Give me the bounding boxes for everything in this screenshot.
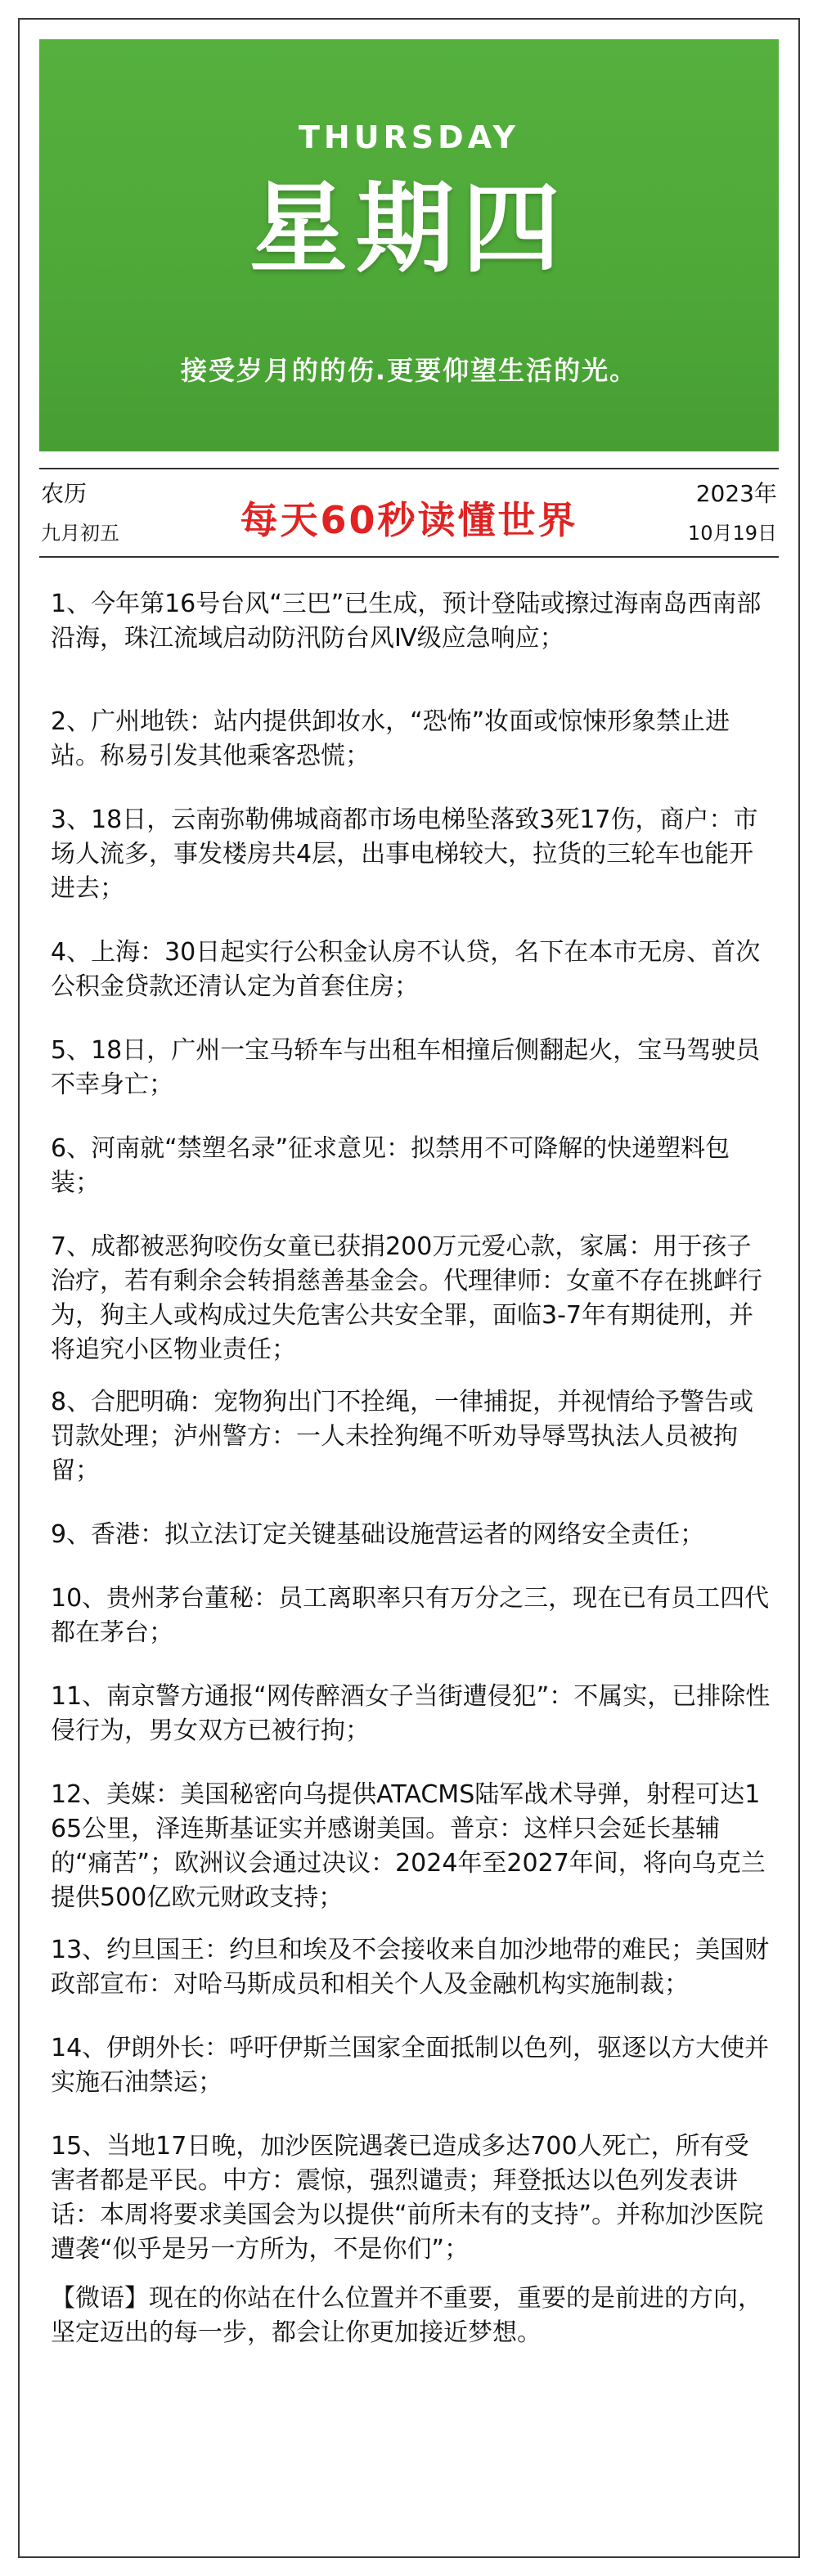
year-label: 2023年 bbox=[695, 480, 777, 507]
header-divider-bottom bbox=[39, 556, 779, 558]
news-item: 13、约旦国王：约旦和埃及不会接收来自加沙地带的难民；美国财政部宣布：对哈马斯成员和相关个人及金融机构实施制裁； bbox=[51, 1936, 770, 1999]
news-item: 11、南京警方通报“网传醉酒女子当街遭侵犯”：不属实，已排除性侵行为，男女双方已被行拘； bbox=[51, 1682, 771, 1745]
news-item: 12、美媒：美国秘密向乌提供ATACMS陆军战术导弹，射程可达165公里，泽连斯基证实并感谢美国。普京：这样只会延长基辅的“痛苦”；欧洲议会通过决议：2024年至2027年间，将向乌克兰提供500亿欧元财政支持； bbox=[51, 1780, 766, 1912]
weekday-chinese: 星期四 bbox=[249, 173, 569, 286]
news-item: 3、18日，云南弥勒佛城商都市场电梯坠落致3死17伤，商户：市场人流多，事发楼房共4层，出事电梯较大，拉货的三轮车也能开进去； bbox=[51, 806, 758, 903]
news-item: 9、香港：拟立法订定关键基础设施营运者的网络安全责任； bbox=[51, 1520, 705, 1549]
news-item: 1、今年第16号台风“三巴”已生成，预计登陆或擦过海南岛西南部沿海，珠江流域启动防汛防台风Ⅳ级应急响应； bbox=[51, 590, 762, 653]
daily-quote: 【微语】现在的你站在什么位置并不重要，重要的是前进的方向，坚定迈出的每一步，都会让你更加接近梦想。 bbox=[51, 2284, 762, 2347]
news-item: 4、上海：30日起实行公积金认房不认贷，名下在本市无房、首次公积金贷款还清认定为首套住房； bbox=[51, 938, 761, 1001]
news-item: 14、伊朗外长：呼吁伊斯兰国家全面抵制以色列，驱逐以方大使并实施石油禁运； bbox=[51, 2034, 770, 2097]
news-item: 5、18日，广州一宝马轿车与出租车相撞后侧翻起火，宝马驾驶员不幸身亡； bbox=[51, 1036, 761, 1099]
header-divider-top bbox=[39, 468, 779, 469]
news-item: 15、当地17日晚，加沙医院遇袭已造成多达700人死亡，所有受害者都是平民。中方：震惊，强烈谴责；拜登抵达以色列发表讲话：本周将要求美国会为以提供“前所未有的支持”。并称加沙医院遭袭“似乎是另一方所为，不是你们”； bbox=[51, 2132, 764, 2264]
lunar-date: 九月初五 bbox=[41, 522, 119, 545]
news-item: 6、河南就“禁塑名录”征求意见：拟禁用不可降解的快递塑料包装； bbox=[51, 1134, 730, 1197]
news-item: 10、贵州茅台董秘：员工离职率只有万分之三，现在已有员工四代都在茅台； bbox=[51, 1584, 770, 1647]
weekday-banner bbox=[39, 39, 779, 451]
page-title: 每天60秒读懂世界 bbox=[240, 498, 578, 542]
weekday-english: THURSDAY bbox=[298, 119, 520, 155]
news-item: 7、成都被恶狗咬伤女童已获捐200万元爱心款，家属：用于孩子治疗，若有剩余会转捐慈善基金会。代理律师：女童不存在挑衅行为，狗主人或构成过失危害公共安全罪，面临3-7年有期徒刑，并将追究小区物业责任； bbox=[51, 1232, 762, 1364]
date-label: 10月19日 bbox=[687, 522, 777, 545]
news-list bbox=[51, 587, 771, 2350]
news-item: 8、合肥明确：宠物狗出门不拴绳，一律捕捉，并视情给予警告或罚款处理；泸州警方：一人未拴狗绳不听劝导辱骂执法人员被拘留； bbox=[51, 1388, 754, 1485]
news-item: 2、广州地铁：站内提供卸妆水，“恐怖”妆面或惊悚形象禁止进站。称易引发其他乘客恐慌； bbox=[51, 707, 730, 770]
lunar-label: 农历 bbox=[41, 480, 88, 507]
banner-slogan: 接受岁月的的伤.更要仰望生活的光。 bbox=[180, 355, 638, 386]
